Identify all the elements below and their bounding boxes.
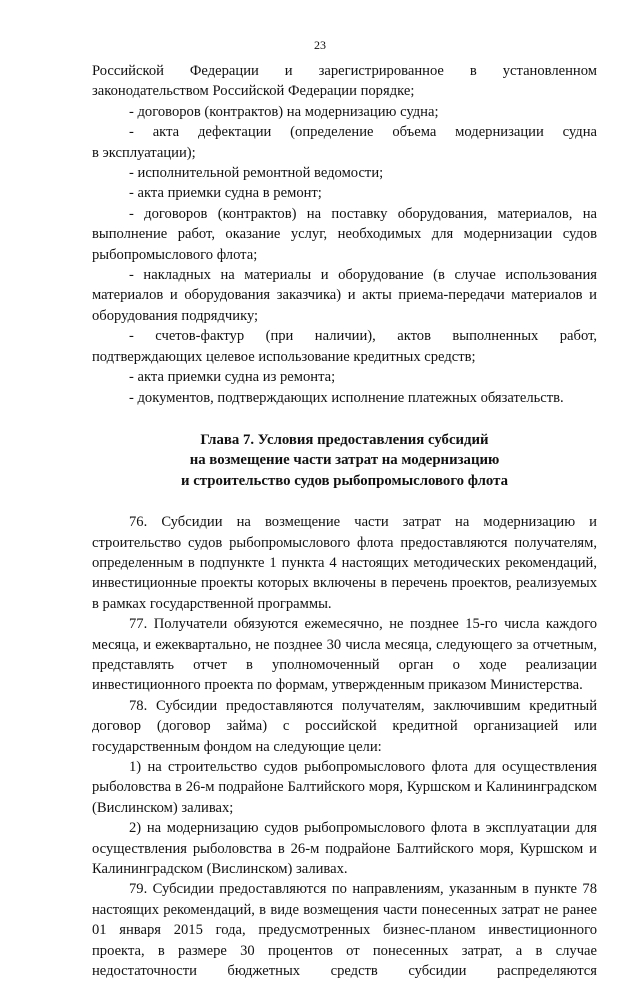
chapter-heading-line: на возмещение части затрат на модернизацию	[189, 452, 500, 469]
paragraph-continuation-end: законодательством Российской Федерации порядке;	[92, 83, 415, 100]
list-item-supply-contracts: - договоров (контрактов) на поставку оборудования, материалов, на выполнение работ, оказание услуг, необходимых для модернизации судов рыбопромыслового флота;	[92, 205, 597, 263]
paragraph-76: 76. Субсидии на возмещение части затрат на модернизацию и строительство судов рыбопромыслового флота предоставляются получателям, определенным в подпункте 1 пункта 4 настоящих методических рекомендаций, инвестиционные проекты которых включены в перечень проектов, реализуемых в рамках государственной программы.	[92, 514, 597, 612]
document-body	[92, 61, 597, 981]
list-item-contracts-modernization: - договоров (контрактов) на модернизацию судна;	[129, 103, 439, 120]
page-number: 23	[314, 38, 326, 52]
list-item-invoices-materials: - накладных на материалы и оборудование (в случае использования материалов и оборудования заказчика) и акты приема-передачи материалов и оборудования подрядчику;	[92, 267, 597, 324]
list-item-invoices-acts: - счетов-фактур (при наличии), актов выполненных работ, подтверждающих целевое использование кредитных средств;	[92, 328, 597, 365]
list-item-payment-documents: - документов, подтверждающих исполнение платежных обязательств.	[129, 389, 564, 406]
paragraph-78-item-2: 2) на модернизацию судов рыбопромыслового флота в эксплуатации для осуществления рыболовства в 26-м подрайоне Балтийского моря, Куршском и Калининградском (Вислинском) заливах.	[92, 820, 597, 878]
chapter-heading	[92, 430, 597, 491]
list-item-defect-act-end: в эксплуатации);	[92, 144, 196, 161]
chapter-heading-line: Глава 7. Условия предоставления субсидий	[200, 431, 489, 448]
chapter-heading-line: и строительство судов рыбопромыслового флота	[181, 472, 508, 489]
paragraph-continuation-line: Российской Федерации и зарегистрированное в установленном	[92, 63, 597, 79]
list-item-defect-act: - акта дефектации (определение объема модернизации судна	[129, 124, 597, 141]
paragraph-79: 79. Субсидии предоставляются по направлениям, указанным в пункте 78 настоящих рекомендаций, в виде возмещения части понесенных затрат не ранее 01 января 2015 года, предусмотренных бизнес-планом инвестиционного проекта, в размере 30 процентов от понесенных затрат, а в случае недостаточности бюджетных средств субсидии распределяются	[92, 881, 597, 980]
list-item-acceptance-into-repair: - акта приемки судна в ремонт;	[129, 185, 322, 202]
list-item-repair-statement: - исполнительной ремонтной ведомости;	[129, 165, 384, 182]
paragraph-78: 78. Субсидии предоставляются получателям, заключившим кредитный договор (договор займа) с российской кредитной организацией или государственным фондом на следующие цели:	[92, 697, 597, 755]
paragraph-78-item-1: 1) на строительство судов рыбопромыслового флота для осуществления рыболовства в 26-м подрайоне Балтийского моря, Куршском и Калининградском (Вислинском) заливах;	[92, 759, 597, 816]
list-item-acceptance-from-repair: - акта приемки судна из ремонта;	[129, 369, 336, 386]
paragraph-77: 77. Получатели обязуются ежемесячно, не позднее 15-го числа каждого месяца, и ежеквартально, не позднее 30 числа месяца, следующего за отчетным, представлять отчет в уполномоченный орган о ходе реализации инвестиционного проекта по формам, утвержденным приказом Министерства.	[92, 616, 597, 694]
